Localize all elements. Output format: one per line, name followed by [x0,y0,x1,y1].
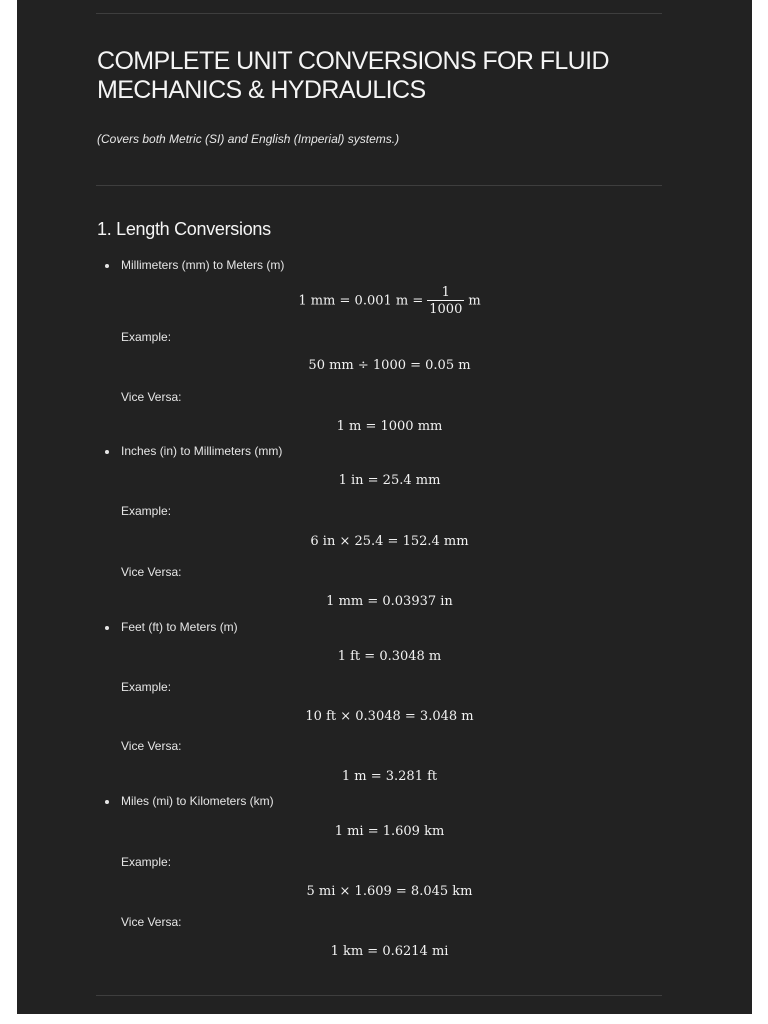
example-label: Example: [121,330,172,344]
bullet-dot [105,264,109,268]
bullet-dot [105,450,109,454]
list-item-label: Miles (mi) to Kilometers (km) [121,794,274,808]
section-heading: 1. Length Conversions [97,219,271,239]
vice-versa-label: Vice Versa: [121,390,182,404]
document-page [17,0,752,1014]
example-label: Example: [121,855,172,869]
vice-versa-mm-to-m: 1 m = 1000 mm [336,419,443,434]
example-ft-to-m: 10 ft × 0.3048 = 3.048 m [305,709,474,724]
list-item-label: Feet (ft) to Meters (m) [121,620,238,634]
example-mm-to-m: 50 mm ÷ 1000 = 0.05 m [308,358,471,373]
example-label: Example: [121,504,172,518]
list-item-label: Inches (in) to Millimeters (mm) [121,444,283,458]
vice-versa-in-to-mm: 1 mm = 0.03937 in [326,594,453,609]
header-divider [96,185,662,186]
example-label: Example: [121,680,172,694]
page-title: COMPLETE UNIT CONVERSIONS FOR FLUID MECHANICS & HYDRAULICS [97,47,609,104]
vice-versa-label: Vice Versa: [121,915,182,929]
list-item-label: Millimeters (mm) to Meters (m) [121,258,285,272]
bullet-dot [105,626,109,630]
vice-versa-ft-to-m: 1 m = 3.281 ft [341,769,438,784]
bullet-dot [105,800,109,804]
formula-mi-to-km: 1 mi = 1.609 km [334,824,445,839]
fraction-numerator: 1 [441,285,450,300]
example-mi-to-km: 5 mi × 1.609 = 8.045 km [306,884,473,899]
page-subtitle: (Covers both Metric (SI) and English (Imperial) systems.) [97,132,400,146]
fraction-denominator: 1000 [429,302,463,317]
example-in-to-mm: 6 in × 25.4 = 152.4 mm [310,534,469,549]
top-divider [96,13,662,14]
formula-in-to-mm: 1 in = 25.4 mm [338,473,441,488]
formula-mm-to-m [17,285,752,317]
fraction [427,285,464,317]
vice-versa-label: Vice Versa: [121,565,182,579]
vice-versa-label: Vice Versa: [121,739,182,753]
formula-lead: 1 mm = 0.001 m = [298,293,424,309]
formula-ft-to-m: 1 ft = 0.3048 m [337,649,442,664]
bottom-divider [96,995,662,996]
vice-versa-mi-to-km: 1 km = 0.6214 mi [330,944,449,959]
formula-tail: m [468,293,481,309]
